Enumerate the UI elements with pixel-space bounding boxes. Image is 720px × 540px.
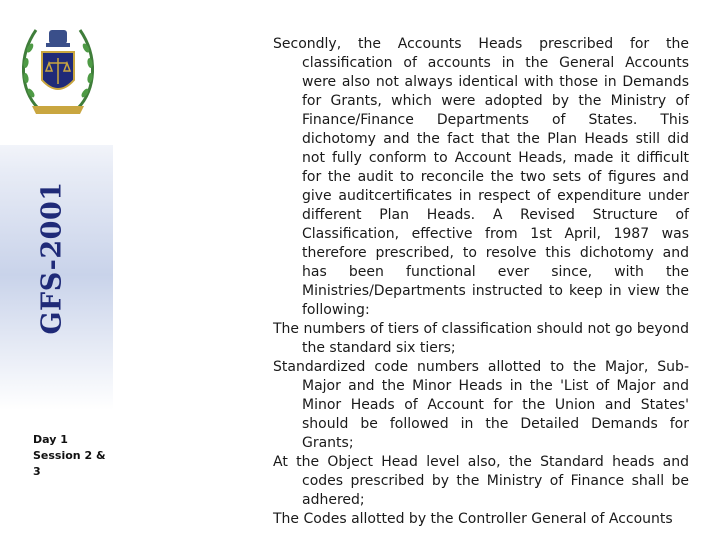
session-label bbox=[33, 432, 113, 480]
body-paragraph: The Codes allotted by the Controller General of Accounts bbox=[273, 511, 673, 527]
slide-body bbox=[273, 35, 689, 529]
body-paragraph: The numbers of tiers of classification should not go beyond the standard six tiers; bbox=[273, 321, 689, 356]
session-line: Session 2 & bbox=[33, 449, 106, 462]
session-line: 3 bbox=[33, 465, 41, 478]
body-paragraph: At the Object Head level also, the Standard heads and codes prescribed by the Ministry of Finance shall be adhered; bbox=[273, 454, 689, 508]
body-paragraph: Standardized code numbers allotted to the Major, Sub-Major and the Minor Heads in the 'List of Major and Minor Heads of Account for the Union and States' should be followed in the Detailed Demands for Grants; bbox=[273, 359, 689, 451]
sidebar-emblem-area bbox=[0, 0, 113, 145]
body-paragraph: Secondly, the Accounts Heads prescribed for the classification of accounts in the General Accounts were also not always identical with those in Demands for Grants, which were adopted by the Ministry of Finance/Finance Departments of States. This dichotomy and the fact that the Plan Heads still did not fully conform to Account Heads, made it difficult for the audit to reconcile the two sets of figures and give auditcertificates in respect of expenditure under different Plan Heads. A Revised Structure of Classification, effective from 1st April, 1987 was therefore prescribed, to resolve this dichotomy and has been functional ever since, with the Ministries/Departments instructed to keep in view the following: bbox=[273, 36, 689, 318]
emblem-icon bbox=[16, 8, 100, 128]
vertical-title: GFS-2001 bbox=[36, 181, 68, 335]
sidebar bbox=[0, 0, 113, 540]
session-line: Day 1 bbox=[33, 433, 68, 446]
